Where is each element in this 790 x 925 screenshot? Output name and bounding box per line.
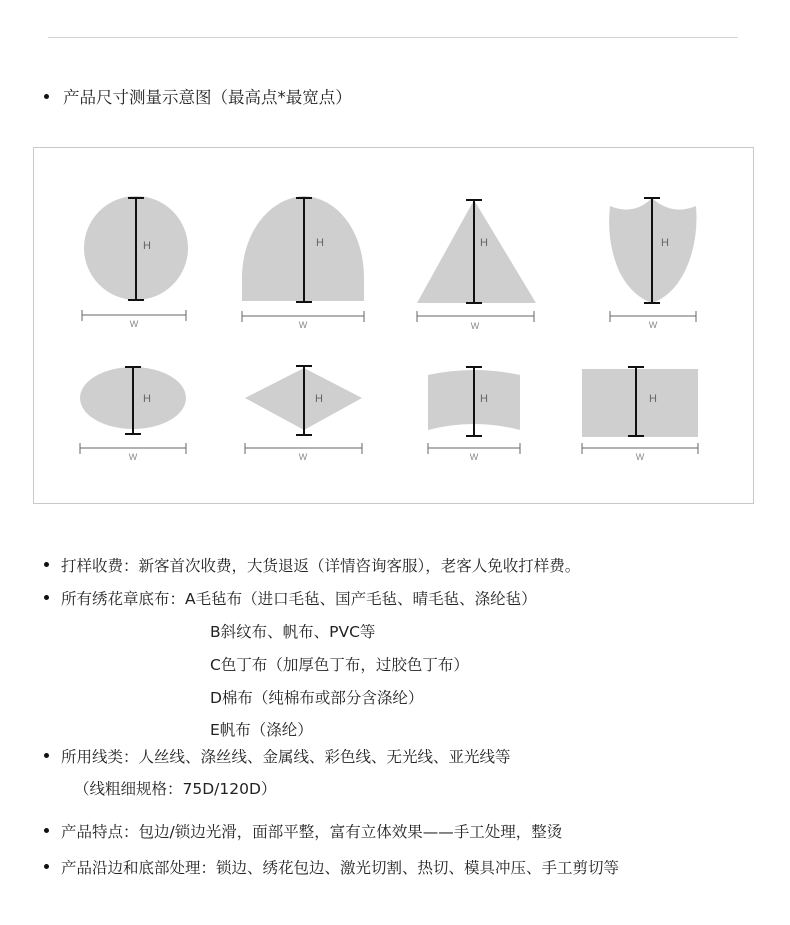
measurement-diagram-svg (34, 148, 755, 505)
bullet-icon (44, 753, 49, 758)
measurement-diagram (33, 147, 754, 504)
shape-triangle (417, 200, 536, 303)
size-diagram-heading (44, 84, 352, 108)
features-line: 产品特点：包边/锁边光滑，面部平整，富有立体效果——手工处理，整烫 (44, 820, 562, 842)
h-label: H (480, 393, 488, 405)
w-label: W (128, 452, 138, 462)
fabric-d: D棉布（纯棉布或部分含涤纶） (210, 689, 424, 707)
fabric-e: E帆布（涤纶） (210, 721, 313, 739)
w-label: W (470, 321, 480, 331)
edge-processing-line: 产品沿边和底部处理：锁边、绣花包边、激光切割、热切、模具冲压、手工剪切等 (44, 856, 619, 878)
fabric-c: C色丁布（加厚色丁布，过胶色丁布） (210, 656, 469, 674)
h-label: H (143, 240, 151, 252)
shape-rectangle (582, 369, 698, 437)
threads-line: 所用线类：人丝线、涤丝线、金属线、彩色线、无光线、亚光线等 (44, 745, 511, 767)
w-label: W (635, 452, 645, 462)
top-divider (48, 37, 738, 38)
bullet-icon (44, 562, 49, 567)
h-label: H (649, 393, 657, 405)
bullet-icon (44, 94, 49, 99)
w-label: W (298, 320, 308, 330)
height-markers (125, 198, 660, 436)
thread-spec: （线粗细规格：75D/120D） (74, 780, 277, 798)
bullet-icon (44, 864, 49, 869)
w-label: W (469, 452, 479, 462)
heading-text: 产品尺寸测量示意图（最高点*最宽点） (63, 88, 352, 107)
bullet-icon (44, 595, 49, 600)
fabric-b: B斜纹布、帆布、PVC等 (210, 623, 376, 641)
h-label: H (316, 237, 324, 249)
w-label: W (298, 452, 308, 462)
h-label: H (315, 393, 323, 405)
w-label: W (648, 320, 658, 330)
bullet-icon (44, 828, 49, 833)
proofing-fee-line: 打样收费：新客首次收费，大货退返（详情咨询客服），老客人免收打样费。 (44, 554, 580, 576)
fabrics-line: 所有绣花章底布：A毛毡布（进口毛毡、国产毛毡、晴毛毡、涤纶毡） (44, 587, 537, 609)
h-label: H (661, 237, 669, 249)
h-label: H (143, 393, 151, 405)
h-label: H (480, 237, 488, 249)
w-label: W (129, 319, 139, 329)
